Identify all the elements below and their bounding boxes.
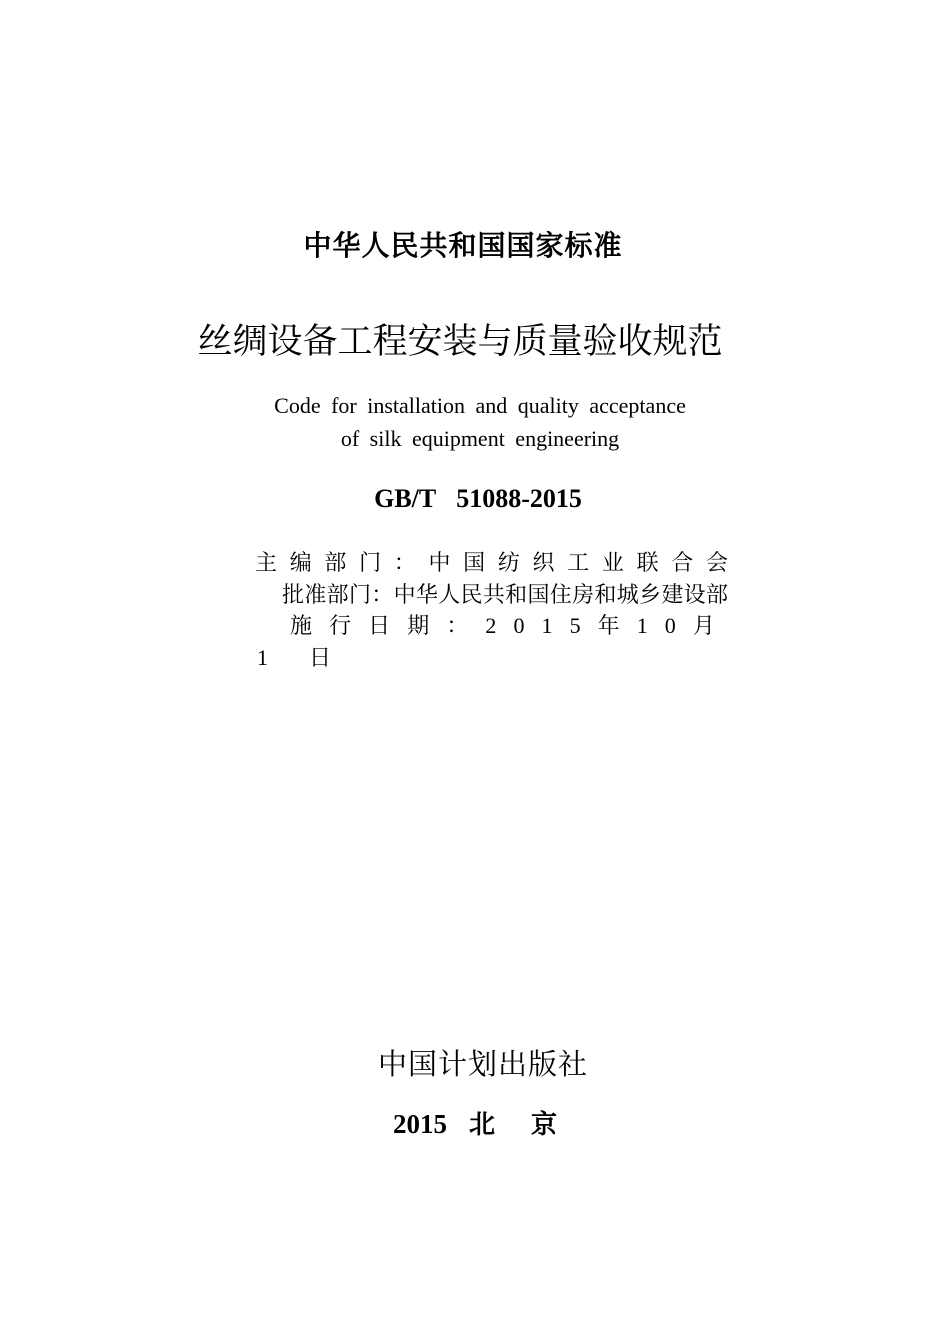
publication-year: 2015 bbox=[392, 1109, 447, 1139]
publication-info-implementation-wrap-line: 1 日 bbox=[257, 644, 331, 670]
standard-title-english bbox=[5, 389, 950, 455]
standard-number bbox=[3, 484, 950, 514]
english-title-line2: of silk equipment engineering bbox=[340, 426, 620, 451]
city-char-first: 北 bbox=[468, 1109, 495, 1139]
standard-number-prefix: GB/T bbox=[374, 484, 437, 513]
publication-info-chief-editor-line: 主 编 部 门 ： 中 国 纺 织 工 业 联 合 会 bbox=[255, 550, 728, 575]
english-title-line1: Code for installation and quality acceptance bbox=[274, 393, 686, 418]
standard-number-code: 51088-2015 bbox=[456, 484, 582, 513]
city-char-second: 京 bbox=[531, 1109, 558, 1139]
publication-info-implementation-line: 施 行 日 期 ： 2 0 1 5 年 1 0 月 bbox=[290, 613, 715, 638]
publisher-name: 中国计划出版社 bbox=[377, 1049, 588, 1081]
standard-title-chinese: 丝绸设备工程安装与质量验收规范 bbox=[197, 322, 723, 361]
year-city-footer bbox=[0, 1104, 950, 1141]
publication-info-block bbox=[255, 547, 728, 673]
publication-info-approval-line: 批 准 部 门 ： 中 华 人 民 共 和 国 住 房 和 城 乡 建 设 部 bbox=[282, 581, 728, 607]
national-standard-heading: 中华人民共和国国家标准 bbox=[303, 230, 623, 261]
